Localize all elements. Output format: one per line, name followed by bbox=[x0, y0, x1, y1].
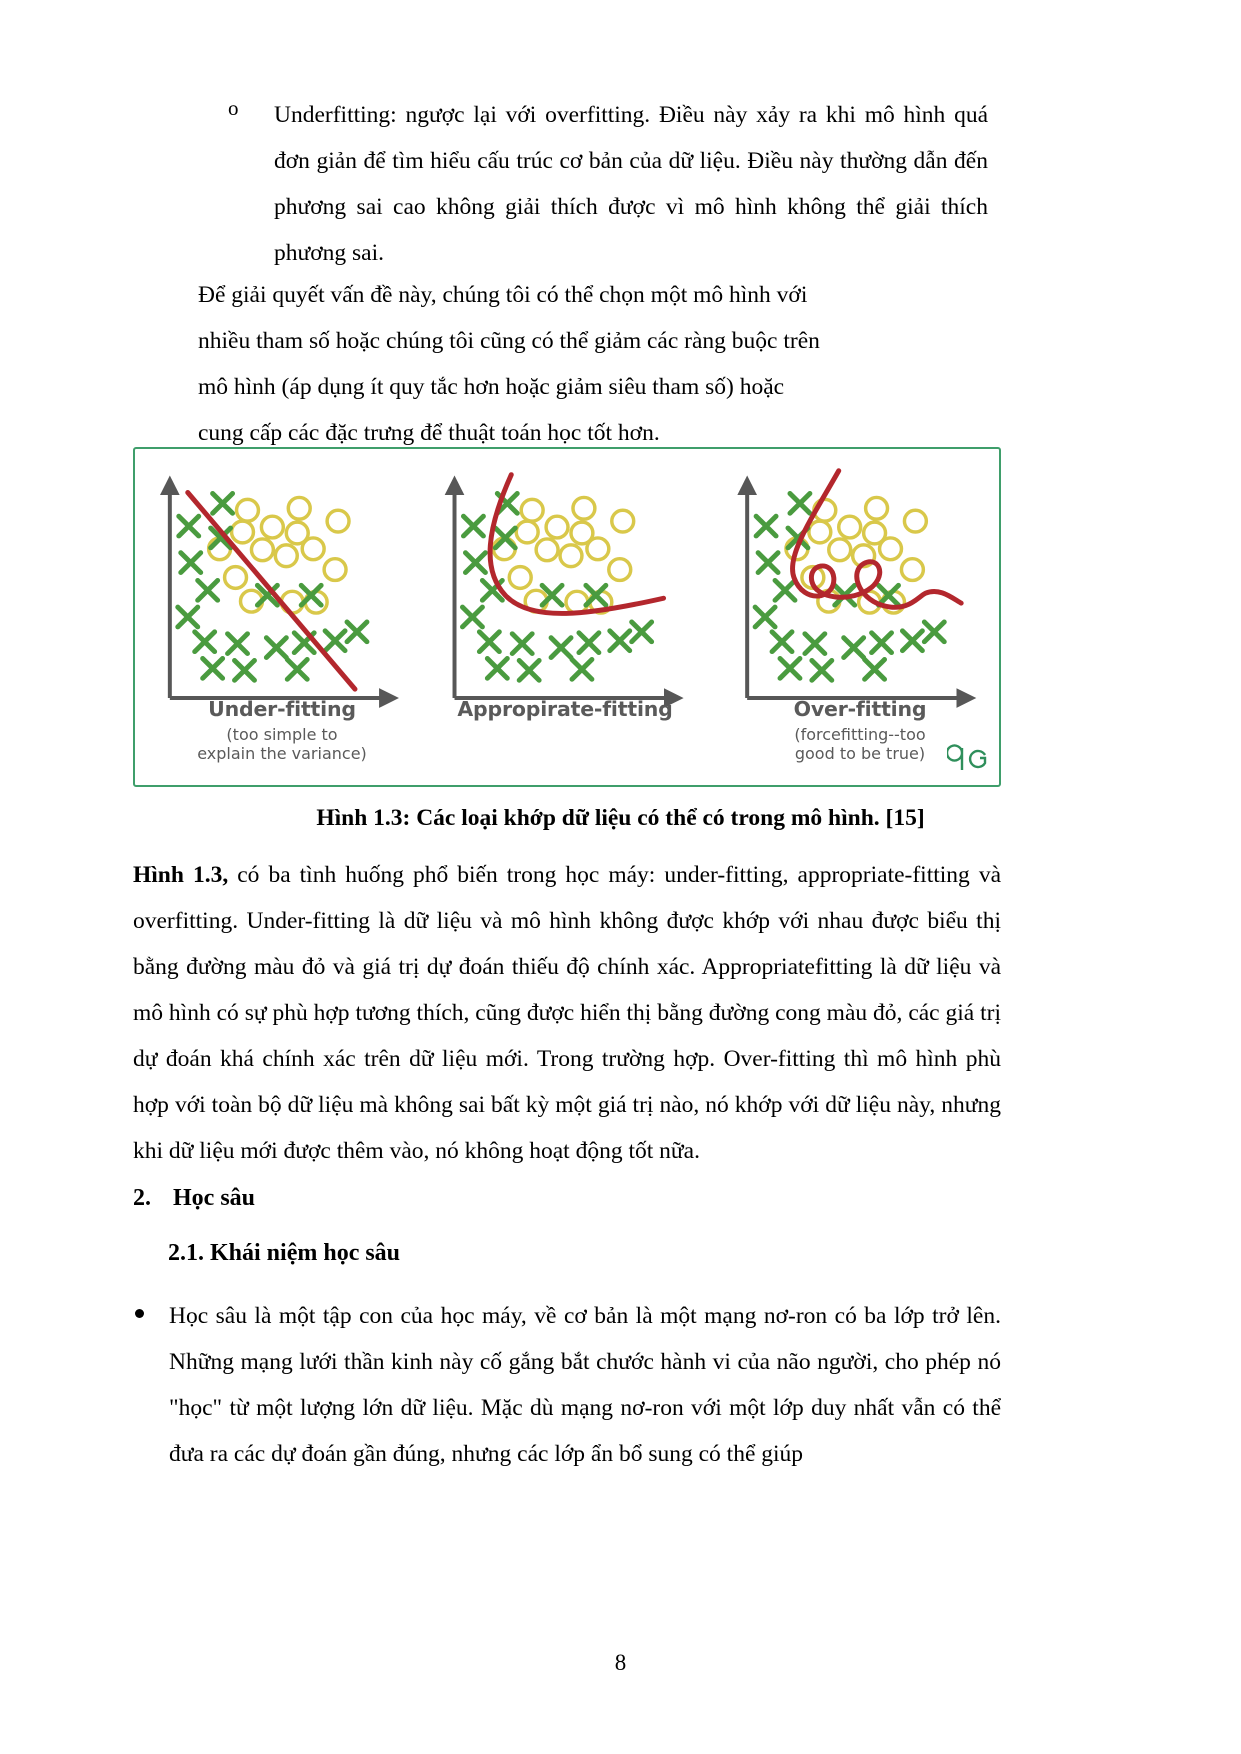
bullet-underfitting bbox=[228, 92, 988, 276]
panel-subtitle-under-fitting-line2: explain the variance) bbox=[197, 744, 367, 763]
paragraph-solution-line-3: mô hình (áp dụng ít quy tắc hơn hoặc giảm siêu tham số) hoặc bbox=[198, 374, 785, 400]
panel-over-fitting bbox=[747, 471, 961, 698]
paragraph-body-text: có ba tình huống phổ biến trong học máy: under-fitting, appropriate-fitting và overfitting. Under-fitting là dữ liệu và mô hình không được khớp với nhau được biểu thị bằng đường màu đỏ và giá trị dự đoán thiếu độ chính xác. Appropriatefitting là dữ liệu và mô hình có sự phù hợp tương thích, cũng được hiển thị bằng đường cong màu đỏ, các giá trị dự đoán khá chính xác trên dữ liệu mới. Trong trường hợp. Over-fitting thì mô hình phù hợp với toàn bộ dữ liệu mà không sai bất kỳ một giá trị nào, nó khớp với dữ liệu này, nhưng khi dữ liệu mới được thêm vào, nó không hoạt động tốt nữa. bbox=[133, 862, 1001, 1164]
bullet-marker-dot-icon bbox=[135, 1309, 144, 1318]
panel-appropriate-fitting bbox=[455, 475, 669, 698]
heading-section-2 bbox=[133, 1185, 1001, 1212]
paragraph-lead-reference: Hình 1.3, bbox=[133, 862, 229, 888]
panel-label-under-fitting bbox=[157, 697, 407, 763]
bullet-deep-learning-text: Học sâu là một tập con của học máy, về cơ bản là một mạng nơ-ron có ba lớp trở lên. Những mạng lưới thần kinh này cố gắng bắt chước hành vi của não người, cho phép nó "học" từ một lượng lớn dữ liệu. Mặc dù mạng nơ-ron với một lớp duy nhất vẫn có thể đưa ra các dự đoán gần đúng, nhưng các lớp ẩn bổ sung có thể giúp bbox=[169, 1303, 1001, 1467]
heading-subsection-2-1: 2.1. Khái niệm học sâu bbox=[168, 1240, 401, 1266]
heading-section-2-title: Học sâu bbox=[173, 1185, 256, 1211]
bullet-marker-circle: o bbox=[228, 96, 239, 120]
panel-under-fitting bbox=[170, 491, 384, 699]
panel-subtitle-under-fitting bbox=[157, 725, 407, 763]
page-number: 8 bbox=[614, 1650, 627, 1675]
panel-subtitle-over-fitting-line2: good to be true) bbox=[794, 744, 926, 763]
panel-label-appropriate-fitting bbox=[435, 697, 695, 721]
figure-overfitting-illustration bbox=[133, 447, 1001, 787]
paragraph-solution-line-4: cung cấp các đặc trưng để thuật toán học tốt hơn. bbox=[198, 420, 660, 446]
paragraph-solution-line-2: nhiều tham số hoặc chúng tôi cũng có thể giảm các ràng buộc trên bbox=[198, 328, 820, 354]
figure-caption: Hình 1.3: Các loại khớp dữ liệu có thể có trong mô hình. [15] bbox=[316, 805, 925, 831]
paragraph-figure-explanation bbox=[133, 852, 1001, 1174]
bullet-underfitting-text: Underfitting: ngược lại với overfitting. Điều này xảy ra khi mô hình quá đơn giản để tìm hiểu cấu trúc cơ bản của dữ liệu. Điều này thường dẫn đến phương sai cao không giải thích được vì mô hình không thể giải thích phương sai. bbox=[274, 102, 988, 266]
panel-subtitle-under-fitting-line1: (too simple to bbox=[226, 725, 338, 744]
gfg-logo-svg bbox=[947, 744, 991, 774]
panel-title-under-fitting: Under-fitting bbox=[208, 697, 356, 721]
bullet-deep-learning bbox=[133, 1293, 1001, 1477]
heading-section-2-number: 2. bbox=[133, 1185, 151, 1211]
panel-subtitle-over-fitting-line1: (forcefitting--too bbox=[794, 725, 926, 744]
paragraph-solution bbox=[198, 272, 998, 456]
panel-title-over-fitting: Over-fitting bbox=[793, 697, 927, 721]
panel-title-appropriate-fitting: Appropirate-fitting bbox=[457, 697, 673, 721]
paragraph-solution-line-1: Để giải quyết vấn đề này, chúng tôi có thể chọn một mô hình với bbox=[198, 282, 808, 308]
geeksforgeeks-logo-icon bbox=[947, 744, 991, 779]
